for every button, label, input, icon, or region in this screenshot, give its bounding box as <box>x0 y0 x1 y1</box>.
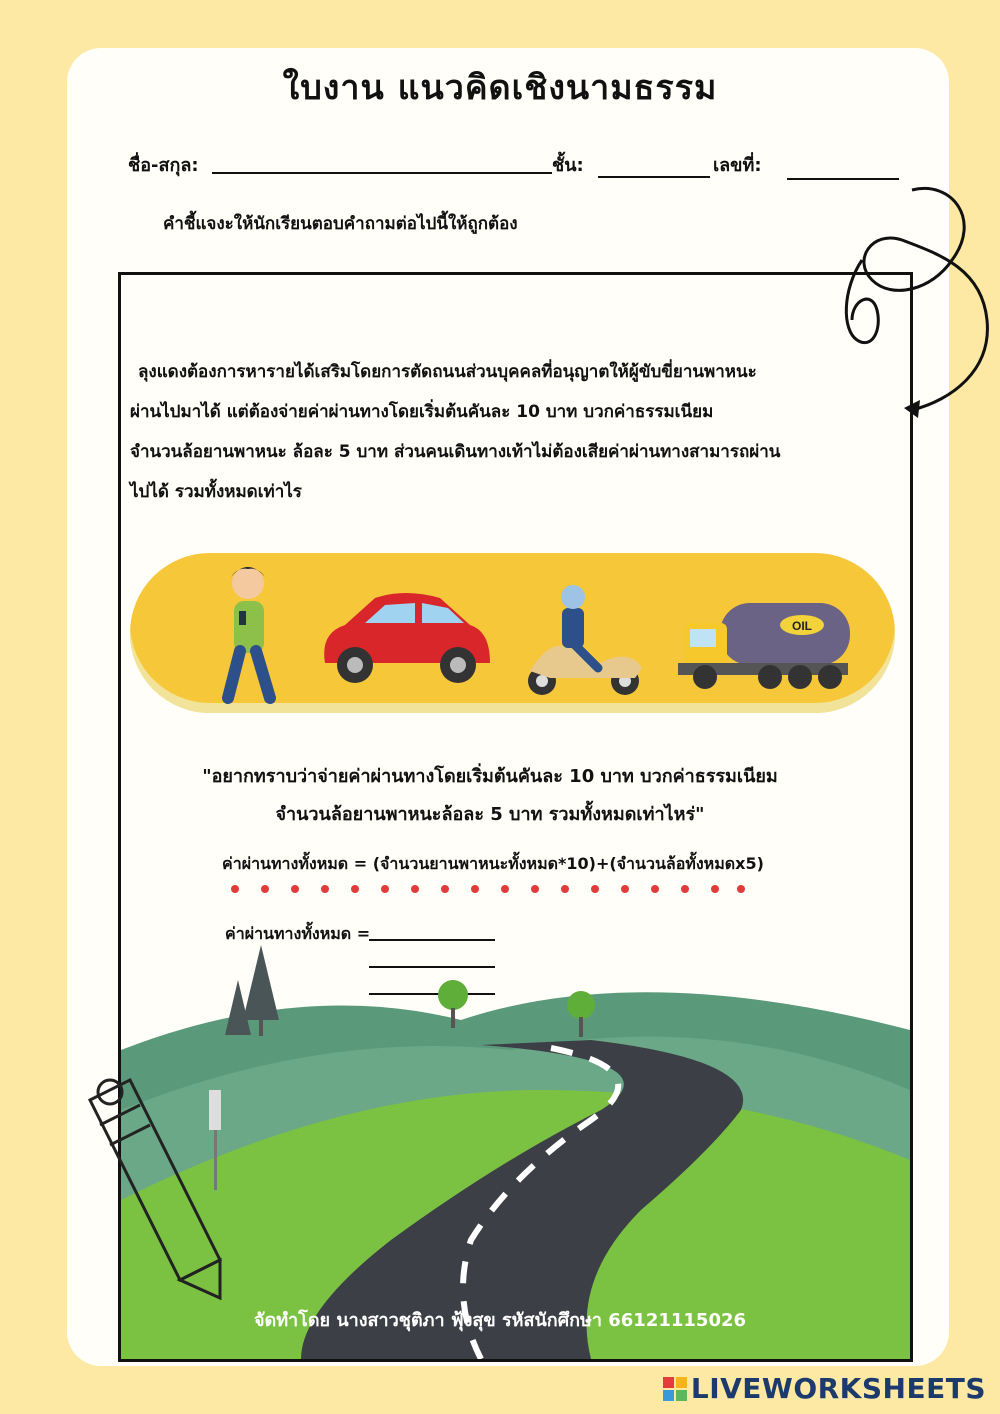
liveworksheets-logo <box>663 1372 986 1405</box>
story-line: ไปได้ รวมทั้งหมดเท่าไร <box>130 482 302 502</box>
name-field[interactable] <box>212 172 552 174</box>
question-line: "อยากทราบว่าจ่ายค่าผ่านทางโดยเริ่มต้นคันละ 10 บาท บวกค่าธรรมเนียม <box>202 766 778 787</box>
truck-label: OIL <box>792 619 812 633</box>
dotted-divider <box>228 882 748 896</box>
liveworksheets-logo-icon <box>663 1377 687 1401</box>
oil-truck-icon <box>678 603 850 689</box>
worksheet-title: ใบงาน แนวคิดเชิงนามธรรม <box>282 68 718 108</box>
question-text <box>160 758 820 834</box>
credit-text: จัดทำโดย นางสาวชุติภา ฟุ้งสุข รหัสนักศึกษา 66121115026 <box>253 1310 747 1331</box>
story-line: ผ่านไปมาได้ แต่ต้องจ่ายค่าผ่านทางโดยเริ่มต้นคันละ 10 บาท บวกค่าธรรมเนียม <box>130 402 714 422</box>
question-line: จำนวนล้อยานพาหนะล้อละ 5 บาท รวมทั้งหมดเท่าไหร่" <box>275 804 705 825</box>
story-line: ลุงแดงต้องการหารายได้เสริมโดยการตัดถนนส่วนบุคคลที่อนุญาตให้ผู้ขับขี่ยานพาหนะ <box>138 362 757 382</box>
formula-text: ค่าผ่านทางทั้งหมด = (จำนวนยานพาหนะทั้งหมด*10)+(จำนวนล้อทั้งหมดx5) <box>222 854 764 873</box>
class-label: ชั้น: <box>552 155 584 176</box>
swirl-decoration <box>832 180 1000 420</box>
class-field[interactable] <box>598 176 710 178</box>
brand-name: LIVEWORKSHEETS <box>690 1372 986 1405</box>
answer-label: ค่าผ่านทางทั้งหมด = <box>225 924 371 943</box>
story-line: จำนวนล้อยานพาหนะ ล้อละ 5 บาท ส่วนคนเดินทางเท้าไม่ต้องเสียค่าผ่านทางสามารถผ่าน <box>130 442 781 462</box>
motorcycle-icon <box>528 585 642 695</box>
name-label: ชื่อ-สกุล: <box>128 155 199 176</box>
story-paragraph <box>130 352 850 512</box>
vehicles-illustration <box>130 553 895 713</box>
pedestrian-icon <box>228 567 270 698</box>
pencil-icon <box>70 1070 240 1300</box>
car-icon <box>324 593 490 683</box>
number-label: เลขที่: <box>713 155 762 176</box>
instruction-text: คำชี้แจงะให้นักเรียนตอบคำถามต่อไปนี้ให้ถูกต้อง <box>163 214 518 234</box>
